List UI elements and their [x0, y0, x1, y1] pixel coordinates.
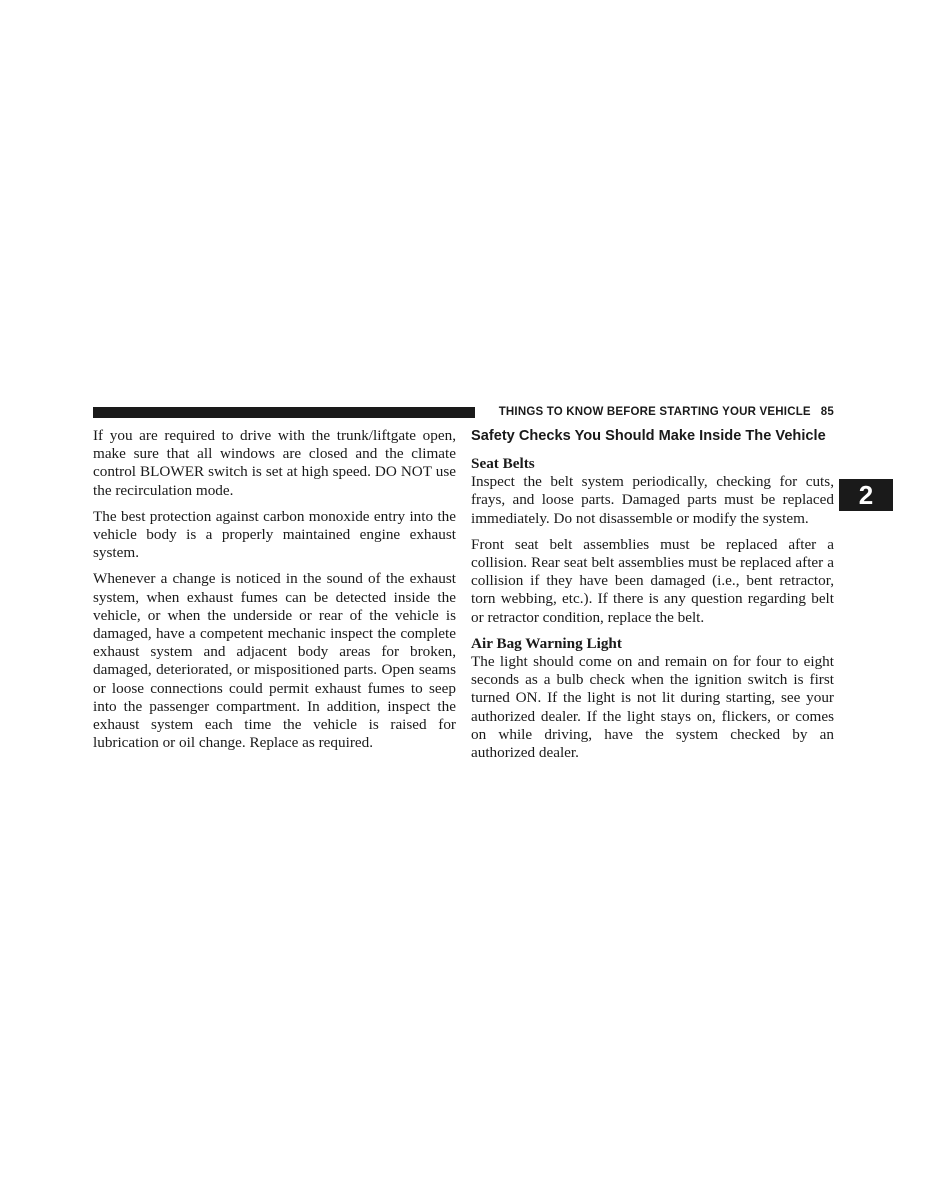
page-number: 85 — [820, 406, 834, 418]
paragraph: The light should come on and remain on for four to eight seconds as a bulb check when the ignition switch is first turned ON. If the light is not lit during starting, see your authorized dealer. If the light stays on, flickers, or comes on while driving, have the system checked by an authorized dealer. — [471, 653, 834, 762]
running-header — [484, 406, 834, 418]
paragraph: If you are required to drive with the trunk/liftgate open, make sure that all windows are closed and the climate control BLOWER switch is set at high speed. DO NOT use the recirculation mode. — [93, 427, 456, 499]
paragraph: Inspect the belt system periodically, checking for cuts, frays, and loose parts. Damaged parts must be replaced immediately. Do not disassemble or modify the system. — [471, 473, 834, 527]
paragraph: The best protection against carbon monoxide entry into the vehicle body is a properly maintained engine exhaust system. — [93, 507, 456, 562]
chapter-tab: 2 — [839, 479, 893, 511]
paragraph: Front seat belt assemblies must be replaced after a collision. Rear seat belt assemblies must be replaced after a collision if they have been damaged (i.e., bent retractor, torn webbing, etc.). If there is any question regarding belt or retractor condition, replace the belt. — [471, 535, 834, 626]
header-rule — [93, 407, 475, 418]
left-column — [93, 427, 456, 760]
right-column — [471, 427, 834, 770]
subsection-title-seat-belts: Seat Belts — [471, 455, 535, 472]
running-title: THINGS TO KNOW BEFORE STARTING YOUR VEHICLE — [498, 406, 811, 418]
section-title: Safety Checks You Should Make Inside The Vehicle — [471, 428, 826, 444]
paragraph: Whenever a change is noticed in the sound of the exhaust system, when exhaust fumes can be detected inside the vehicle, or when the underside or rear of the vehicle is damaged, have a competent mechanic inspect the complete exhaust system and adjacent body areas for broken, damaged, deteriorated, or mispositioned parts. Open seams or loose connections could permit exhaust fumes to seep into the passenger compartment. In addition, inspect the exhaust system each time the vehicle is raised for lubrication or oil change. Replace as required. — [93, 570, 456, 752]
subsection-title-air-bag: Air Bag Warning Light — [471, 634, 622, 652]
